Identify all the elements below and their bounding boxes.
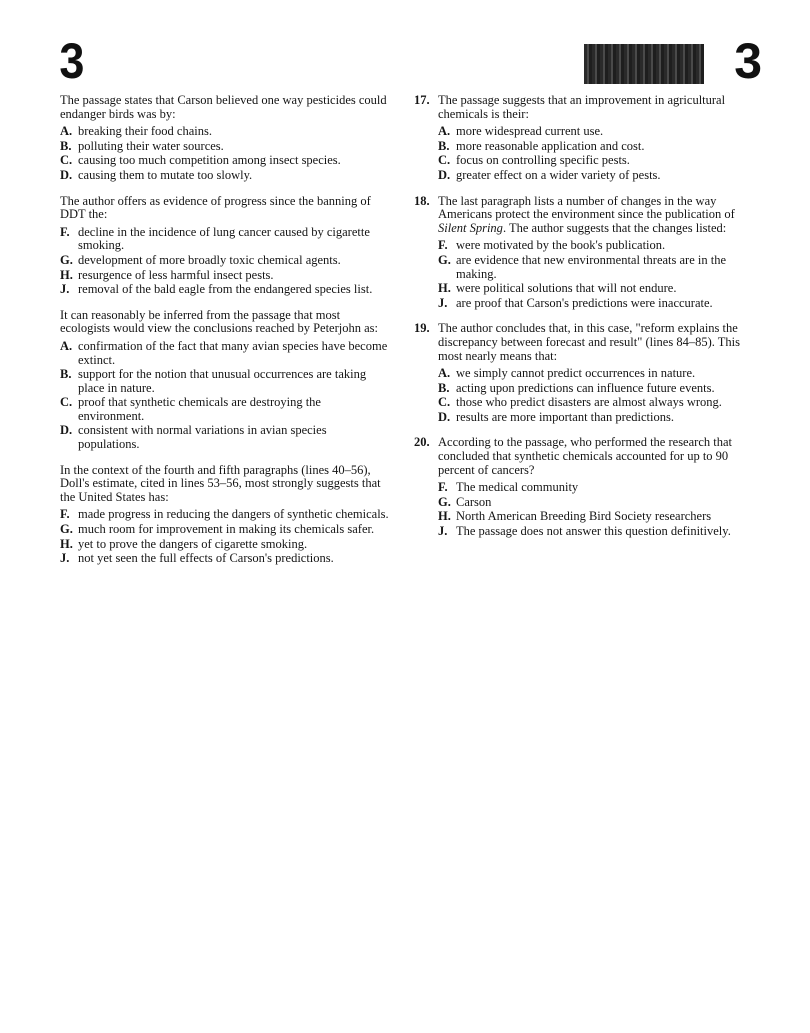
question-number: 19.	[414, 321, 430, 336]
option-letter: D.	[60, 167, 73, 182]
answer-option[interactable]	[60, 125, 390, 139]
question-stem: The passage suggests that an improvement in agricultural chemicals is their:	[438, 93, 726, 121]
option-letter: J.	[438, 295, 448, 310]
question-stem: The author offers as evidence of progress since the banning of DDT the:	[60, 193, 371, 222]
option-text: yet to prove the dangers of cigarette smoking.	[78, 536, 308, 551]
answer-option[interactable]	[60, 538, 390, 552]
answer-options	[414, 239, 754, 310]
answer-option[interactable]	[60, 523, 390, 537]
option-text: are proof that Carson's predictions were inaccurate.	[456, 295, 713, 310]
answer-option[interactable]	[60, 154, 390, 168]
option-letter: B.	[438, 380, 450, 395]
option-text: decline in the incidence of lung cancer caused by cigarette smoking.	[78, 224, 370, 253]
answer-option[interactable]	[60, 424, 390, 451]
option-text: support for the notion that unusual occurrences are taking place in nature.	[78, 367, 367, 395]
option-text: more widespread current use.	[456, 124, 604, 139]
option-text: were political solutions that will not endure.	[456, 281, 677, 296]
option-text: greater effect on a wider variety of pests.	[456, 167, 661, 182]
answer-option[interactable]	[438, 125, 754, 139]
option-text: not yet seen the full effects of Carson's predictions.	[78, 551, 334, 566]
option-text: acting upon predictions can influence future events.	[456, 380, 715, 395]
question-stem: According to the passage, who performed the research that concluded that synthetic chemicals accounted for up to 90 percent of cancers?	[438, 435, 732, 477]
option-letter: F.	[438, 238, 448, 253]
option-letter: D.	[438, 409, 451, 424]
option-letter: D.	[438, 167, 451, 182]
option-text: proof that synthetic chemicals are destroying the environment.	[78, 395, 321, 423]
option-text: breaking their food chains.	[78, 124, 212, 139]
stem-text: The last paragraph lists a number of changes in the way Americans protect the environment since the publication of	[438, 193, 735, 222]
answer-option[interactable]	[438, 510, 754, 524]
answer-options	[60, 226, 390, 297]
option-text: causing too much competition among insect species.	[78, 153, 341, 168]
left-question-column	[60, 94, 390, 578]
answer-option[interactable]	[438, 382, 754, 396]
option-letter: A.	[438, 124, 451, 139]
answer-option[interactable]	[60, 368, 390, 395]
answer-option[interactable]	[60, 508, 390, 522]
answer-option[interactable]	[60, 396, 390, 423]
option-letter: H.	[60, 267, 73, 282]
option-text: consistent with normal variations in avian species populations.	[78, 423, 327, 452]
option-text: those who predict disasters are almost always wrong.	[456, 395, 722, 410]
question-stem: In the context of the fourth and fifth paragraphs (lines 40–56), Doll's estimate, cited in lines 53–56, most strongly suggests that the United States has:	[60, 462, 381, 504]
option-text: Carson	[456, 494, 492, 509]
answer-option[interactable]	[438, 154, 754, 168]
answer-option[interactable]	[438, 254, 754, 281]
option-text: made progress in reducing the dangers of synthetic chemicals.	[78, 507, 389, 522]
answer-option[interactable]	[60, 140, 390, 154]
question-item	[60, 309, 390, 452]
question-number: 18.	[414, 193, 430, 208]
page-section-number-right: 3	[734, 33, 762, 89]
question-number: 20.	[414, 435, 430, 450]
answer-option[interactable]	[60, 340, 390, 367]
option-letter: A.	[60, 124, 73, 139]
option-text: The medical community	[456, 480, 579, 495]
option-letter: G.	[60, 522, 73, 537]
option-letter: C.	[438, 153, 451, 168]
option-text: are evidence that new environmental threats are in the making.	[456, 252, 727, 281]
stem-text: . The author suggests that the changes listed:	[502, 220, 727, 235]
answer-option[interactable]	[438, 169, 754, 183]
answer-option[interactable]	[60, 169, 390, 183]
answer-option[interactable]	[438, 411, 754, 425]
option-text: we simply cannot predict occurrences in nature.	[456, 366, 696, 381]
option-letter: G.	[438, 252, 451, 267]
option-letter: F.	[60, 507, 70, 522]
answer-options	[60, 508, 390, 565]
answer-option[interactable]	[60, 283, 390, 297]
answer-option[interactable]	[438, 239, 754, 253]
book-title: Silent Spring	[438, 220, 503, 235]
option-text: removal of the bald eagle from the endangered species list.	[78, 282, 373, 297]
option-letter: H.	[438, 281, 451, 296]
question-item	[60, 94, 390, 183]
right-question-column	[414, 94, 754, 551]
option-letter: C.	[438, 395, 451, 410]
section-marker-bar	[584, 44, 704, 84]
option-letter: D.	[60, 423, 73, 438]
option-letter: J.	[60, 551, 70, 566]
answer-option[interactable]	[60, 552, 390, 566]
option-text: more reasonable application and cost.	[456, 138, 645, 153]
question-17	[414, 94, 754, 183]
answer-option[interactable]	[438, 282, 754, 296]
option-text: development of more broadly toxic chemical agents.	[78, 252, 341, 267]
answer-option[interactable]	[438, 481, 754, 495]
option-text: were motivated by the book's publication.	[456, 238, 666, 253]
answer-option[interactable]	[438, 140, 754, 154]
answer-options	[60, 125, 390, 182]
answer-options	[414, 481, 754, 538]
option-letter: G.	[438, 494, 451, 509]
option-letter: F.	[60, 224, 70, 239]
option-text: confirmation of the fact that many avian species have become extinct.	[78, 338, 388, 367]
answer-options	[414, 125, 754, 182]
option-text: polluting their water sources.	[78, 138, 224, 153]
answer-option[interactable]	[60, 226, 390, 253]
question-stem: The author concludes that, in this case, "reform explains the discrepancy between forecast and result" (lines 84–85). This most nearly means that:	[438, 321, 740, 363]
option-text: focus on controlling specific pests.	[456, 153, 630, 168]
question-item	[60, 195, 390, 297]
question-number: 17.	[414, 93, 430, 107]
option-text: The passage does not answer this question definitively.	[456, 524, 731, 539]
answer-option[interactable]	[60, 269, 390, 283]
option-letter: A.	[60, 338, 73, 353]
option-text: North American Breeding Bird Society researchers	[456, 509, 712, 524]
option-letter: B.	[60, 367, 72, 382]
question-19	[414, 322, 754, 424]
answer-option[interactable]	[438, 396, 754, 410]
option-text: causing them to mutate too slowly.	[78, 167, 253, 182]
question-stem: The passage states that Carson believed one way pesticides could endanger birds was by:	[60, 93, 387, 121]
option-letter: G.	[60, 252, 73, 267]
answer-option[interactable]	[438, 297, 754, 311]
answer-option[interactable]	[438, 367, 754, 381]
option-letter: B.	[60, 138, 72, 153]
question-18	[414, 195, 754, 311]
option-text: resurgence of less harmful insect pests.	[78, 267, 274, 282]
answer-options	[60, 340, 390, 452]
option-letter: J.	[438, 524, 448, 539]
page-section-number-left: 3	[59, 33, 85, 89]
question-stem	[414, 195, 754, 236]
answer-option[interactable]	[60, 254, 390, 268]
option-letter: H.	[60, 536, 73, 551]
option-letter: C.	[60, 395, 73, 410]
option-letter: J.	[60, 282, 70, 297]
option-letter: B.	[438, 138, 450, 153]
question-stem: It can reasonably be inferred from the passage that most ecologists would view the conclusions reached by Peterjohn as:	[60, 307, 378, 336]
answer-option[interactable]	[438, 496, 754, 510]
option-text: results are more important than predictions.	[456, 409, 674, 424]
option-letter: A.	[438, 366, 451, 381]
option-letter: H.	[438, 509, 451, 524]
answer-options	[414, 367, 754, 424]
option-text: much room for improvement in making its chemicals safer.	[78, 522, 375, 537]
question-item	[60, 464, 390, 566]
option-letter: F.	[438, 480, 448, 495]
question-20	[414, 436, 754, 538]
answer-option[interactable]	[438, 525, 754, 539]
option-letter: C.	[60, 153, 73, 168]
